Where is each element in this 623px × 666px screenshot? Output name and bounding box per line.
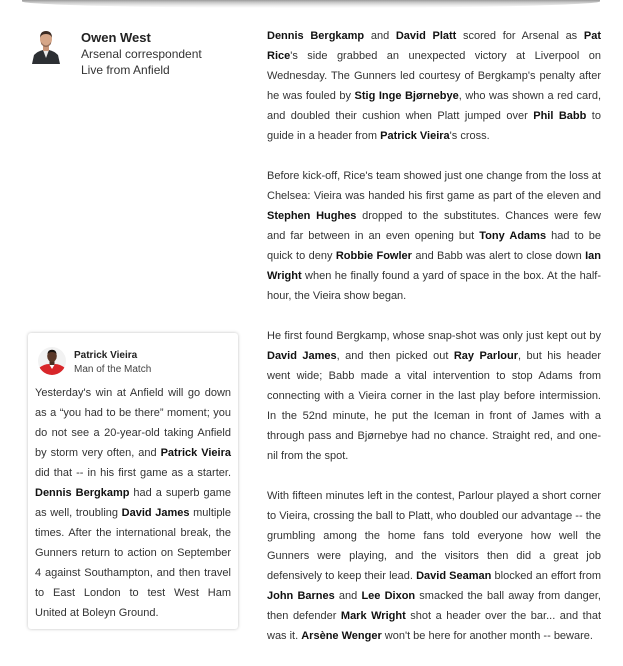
text-run: did that -- in his first game as a starter. [35, 467, 231, 479]
author-avatar [30, 28, 62, 64]
author-location: Live from Anfield [81, 63, 170, 77]
text-run: Before kick-off, Rice's team showed just one change from the loss at Chelsea: Vieira was handed his first game as part of the eleven and [267, 170, 601, 202]
text-run: , and then picked out [336, 350, 454, 362]
text-run: 's cross. [449, 130, 490, 142]
text-run: scored for Arsenal as [456, 30, 584, 42]
person-name: Patrick Vieira [380, 130, 450, 142]
text-run: and [364, 30, 396, 42]
person-name: Tony Adams [479, 230, 547, 242]
text-run: blocked an effort from [491, 570, 601, 582]
person-name: Dennis Bergkamp [35, 487, 130, 499]
person-name: David James [121, 507, 190, 519]
text-run: and Babb was alert to close down [411, 250, 586, 262]
text-run: and [334, 590, 362, 602]
person-name: David James [267, 350, 337, 362]
author-info [81, 28, 202, 78]
author-role: Arsenal correspondent [81, 47, 202, 61]
person-name: David Seaman [416, 570, 492, 582]
person-name: Mark Wright [340, 610, 406, 622]
text-run: to guide in a header from [267, 110, 601, 142]
person-name: John Barnes [267, 590, 335, 602]
match-report-article [267, 26, 601, 666]
person-name: Arsène Wenger [301, 630, 382, 642]
person-name: Lee Dixon [361, 590, 416, 602]
text-run: had to be quick to deny [267, 230, 601, 262]
person-name: Stephen Hughes [267, 210, 357, 222]
person-name: Ray Parlour [453, 350, 518, 362]
author-name: Owen West [81, 30, 151, 45]
person-name: Dennis Bergkamp [267, 30, 365, 42]
text-run: With fifteen minutes left in the contest, Parlour played a short corner to Vieira, crossing the ball to Platt, who doubled our advantage -- the grumbling among the home fans told everyone how well the Gunners were playing, and the visitors then did a great job defensively to keep their lead. [267, 490, 601, 582]
article-paragraph [267, 26, 601, 146]
person-name: David Platt [395, 30, 457, 42]
man-of-the-match-card [28, 333, 238, 629]
player-name: Patrick Vieira [74, 350, 138, 361]
person-name: Ian Wright [267, 250, 602, 282]
text-run: smacked the ball away from danger, then defender [267, 590, 601, 622]
top-divider-shadow [22, 0, 600, 8]
text-run: when he finally found a yard of space in the box. At the half-hour, the Vieira show began. [267, 270, 601, 302]
motm-meta [74, 347, 151, 376]
text-run: 's side grabbed an unexpected victory at Liverpool on Wednesday. The Gunners led courtesy of Bergkamp's penalty after he was fouled by [267, 50, 601, 102]
article-paragraph [267, 486, 601, 646]
article-paragraph [267, 326, 601, 466]
person-name: Stig Inge Bjørnebye [354, 90, 459, 102]
motm-summary [35, 383, 231, 623]
text-run: , but his header went wide; Babb made a vital intervention to stop Adams from connecting with a Vieira corner in the last play before intermission. In the 52nd minute, he put the Iceman in front of James with a through pass and Bjørnebye had no chance. Straight red, and one-nil from the spot. [267, 350, 602, 462]
player-avatar [38, 347, 66, 375]
author-byline [30, 28, 202, 78]
text-run: Yesterday's win at Anfield will go down as a “you had to be there” moment; you do not see a 20-year-old taking Anfield by storm very often, and [35, 387, 231, 459]
text-run: , who was shown a red card, and doubled their cushion when Platt jumped over [267, 90, 602, 122]
person-name: Phil Babb [533, 110, 587, 122]
article-paragraph [267, 166, 601, 306]
text-run: dropped to the substitutes. Chances were few and far between in an even opening but [267, 210, 601, 242]
text-run: shot a header over the bar... and that was it. [267, 610, 602, 642]
motm-title: Man of the Match [74, 364, 152, 375]
person-name: Robbie Fowler [335, 250, 412, 262]
text-run: multiple times. After the international break, the Gunners return to action on September 4 against Southampton, and then travel to East London to test West Ham United at Boleyn Ground. [35, 507, 231, 619]
text-run: He first found Bergkamp, whose snap-shot was only just kept out by [267, 330, 601, 342]
text-run: had a superb game as well, troubling [35, 487, 231, 519]
person-name: Patrick Vieira [160, 447, 231, 459]
text-run: won't be here for another month -- beware. [381, 630, 593, 642]
person-name: Pat Rice [267, 30, 601, 62]
motm-header [38, 347, 231, 376]
